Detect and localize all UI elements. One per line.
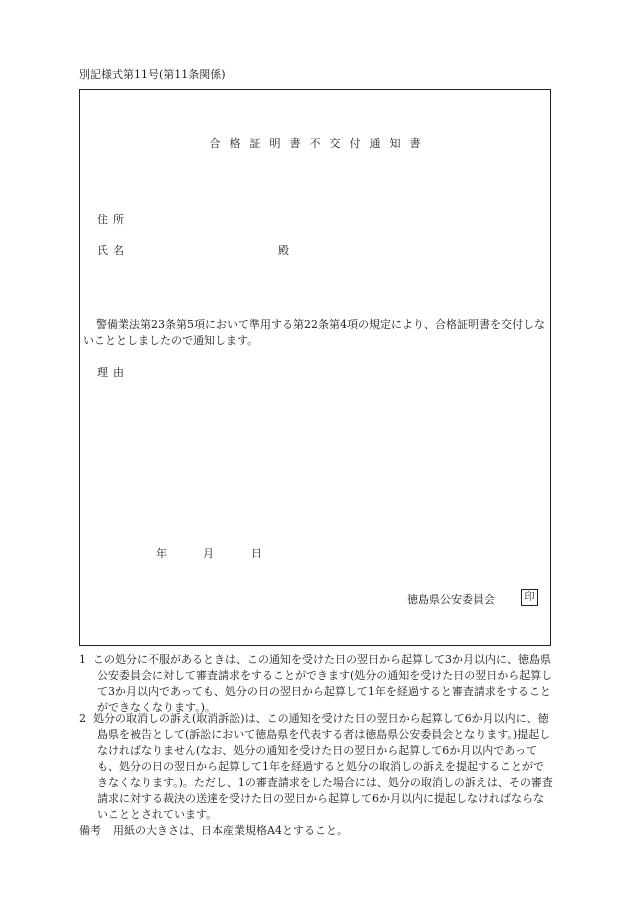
note-item	[79, 652, 554, 716]
note-item	[79, 711, 554, 823]
document-title: 合格証明書不交付通知書	[209, 137, 430, 150]
note-number: 1	[79, 653, 86, 666]
issuer-name: 徳島県公安委員会	[407, 593, 495, 606]
reason-label: 理由	[97, 366, 129, 379]
note-number: 2	[79, 712, 86, 725]
notice-body: 警備業法第23条第5項において準用する第22条第4項の規定により、合格証明書を交付しないこととしましたので通知します。	[83, 318, 545, 347]
notice-frame	[79, 89, 551, 646]
address-label: 住所	[97, 213, 129, 226]
remarks-text: 用紙の大きさは、日本産業規格A4とすること。	[113, 824, 348, 837]
seal-mark: 印	[521, 589, 538, 606]
remarks	[79, 822, 348, 838]
honorific: 殿	[278, 244, 289, 257]
remarks-label: 備考	[79, 824, 101, 837]
date-month-label: 月	[203, 547, 214, 560]
note-text: 処分の取消しの訴え(取消訴訟)は、この通知を受けた日の翌日から起算して6か月以内に、徳島県を被告として(訴訟において徳島県を代表する者は徳島県公安委員会となります。)提起しなければなりません(なお、処分の通知を受けた日の翌日から起算して6か月以内であっても、処分の日の翌日から起算して1年を経過すると処分の取消しの訴えを提起することができなくなります。)。ただし、1の審査請求をした場合には、処分の取消しの訴えは、その審査請求に対する裁決の送達を受けた日の翌日から起算して6か月以内に提起しなければならないこととされています。	[93, 712, 553, 821]
date-day-label: 日	[251, 547, 262, 560]
date-year-label: 年	[156, 547, 167, 560]
name-label: 氏名	[97, 244, 129, 257]
note-text: この処分に不服があるときは、この通知を受けた日の翌日から起算して3か月以内に、徳島県公安委員会に対して審査請求をすることができます(処分の通知を受けた日の翌日から起算して3か月以内であっても、処分の日の翌日から起算して1年を経過すると審査請求をすることができなくなります。)。	[93, 653, 553, 714]
form-reference: 別記様式第11号(第11条関係)	[79, 68, 226, 81]
